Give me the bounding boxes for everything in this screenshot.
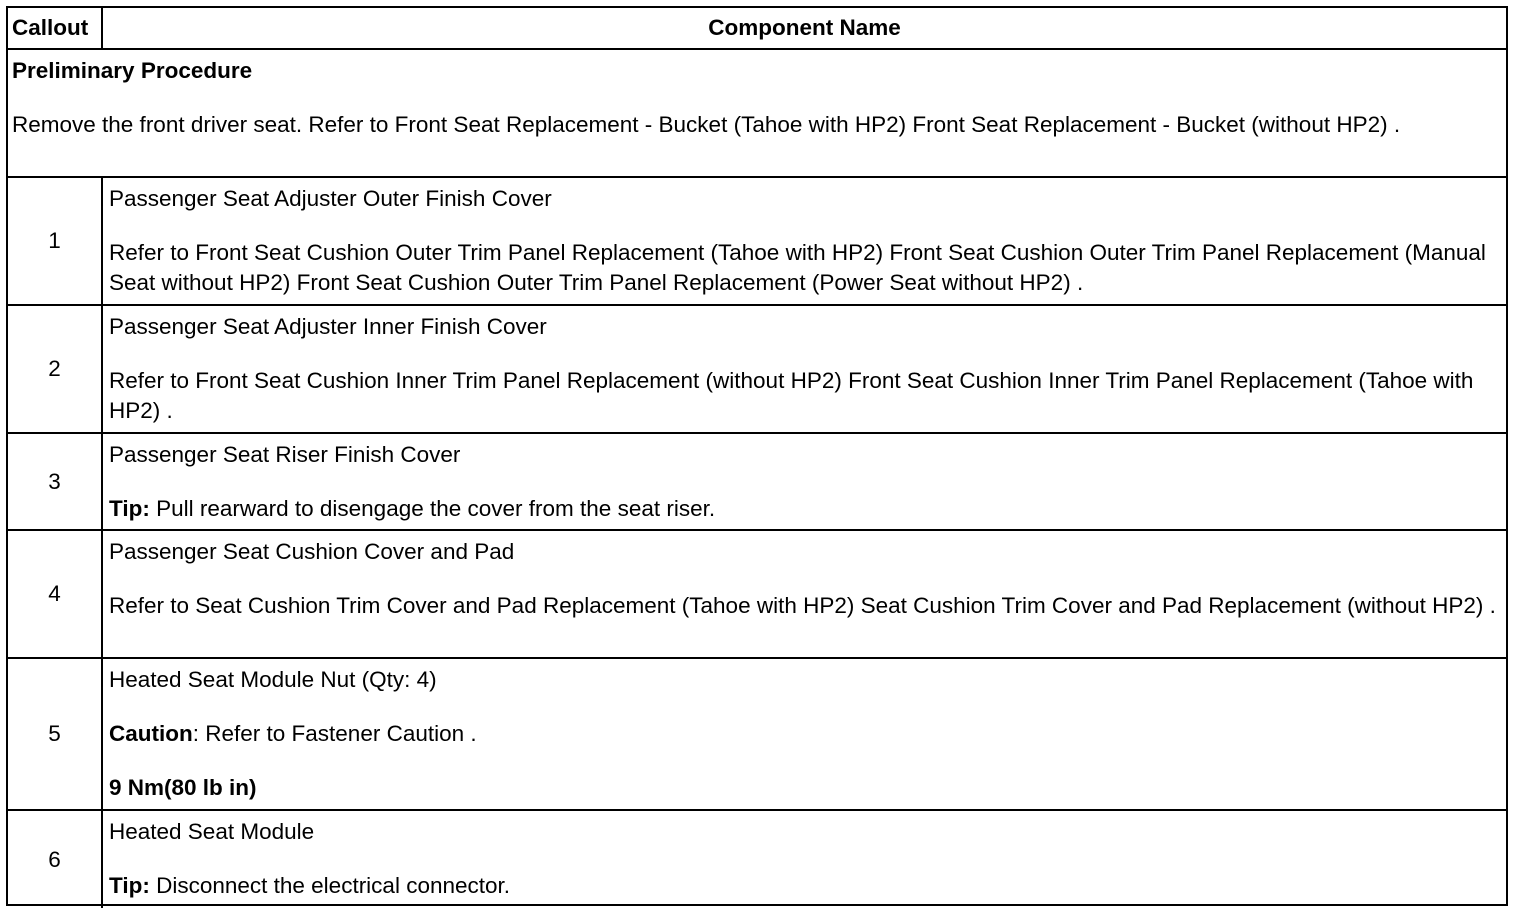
preliminary-procedure-text: Remove the front driver seat. Refer to Front Seat Replacement - Bucket (Tahoe with HP2) Front Seat Replacement - Bucket (without HP2) . [12,112,1401,137]
callout-number: 5 [8,658,102,810]
component-note: : Refer to Fastener Caution . [192,721,477,746]
preliminary-procedure-title: Preliminary Procedure [12,58,253,83]
component-note: Disconnect the electrical connector. [149,873,511,898]
table-row [8,305,1506,433]
tip-label: Tip: [109,496,150,521]
torque-spec [109,773,1500,803]
table-header-row [8,8,1506,49]
preliminary-procedure-row [8,49,1506,177]
component-cell [102,433,1506,530]
component-name: Passenger Seat Cushion Cover and Pad [109,539,515,564]
callout-number: 4 [8,530,102,658]
callout-number: 2 [8,305,102,433]
table-row [8,810,1506,908]
component-table [8,8,1506,908]
component-name-column-header: Component Name [102,8,1506,49]
component-table-sheet [6,6,1508,906]
callout-column-header: Callout [8,8,102,49]
table-row [8,177,1506,305]
caution-label: Caution [109,721,193,746]
component-name: Heated Seat Module Nut (Qty: 4) [109,667,437,692]
callout-number: 1 [8,177,102,305]
component-note-line [109,719,1500,749]
callout-number: 3 [8,433,102,530]
component-name: Heated Seat Module [109,819,315,844]
component-cell [102,810,1506,908]
callout-number: 6 [8,810,102,908]
component-note: Refer to Front Seat Cushion Outer Trim Panel Replacement (Tahoe with HP2) Front Seat Cushion Outer Trim Panel Replacement (Manual Seat without HP2) Front Seat Cushion Outer Trim Panel Replacement (Power Seat without HP2) . [109,240,1486,295]
component-name: Passenger Seat Riser Finish Cover [109,442,461,467]
table-row [8,433,1506,530]
table-row [8,530,1506,658]
component-cell [102,658,1506,810]
component-cell [102,530,1506,658]
torque-value: 9 Nm(80 lb in) [109,775,257,800]
preliminary-procedure-cell [8,49,1506,177]
component-name: Passenger Seat Adjuster Outer Finish Cover [109,186,552,211]
tip-label: Tip: [109,873,150,898]
component-note-line [109,494,1500,524]
table-row [8,658,1506,810]
component-name: Passenger Seat Adjuster Inner Finish Cover [109,314,547,339]
component-note: Pull rearward to disengage the cover from the seat riser. [149,496,716,521]
component-note: Refer to Seat Cushion Trim Cover and Pad Replacement (Tahoe with HP2) Seat Cushion Trim Cover and Pad Replacement (without HP2) . [109,593,1496,618]
component-cell [102,305,1506,433]
component-note-line [109,871,1500,901]
component-note: Refer to Front Seat Cushion Inner Trim Panel Replacement (without HP2) Front Seat Cushion Inner Trim Panel Replacement (Tahoe with HP2) . [109,368,1474,423]
component-cell [102,177,1506,305]
